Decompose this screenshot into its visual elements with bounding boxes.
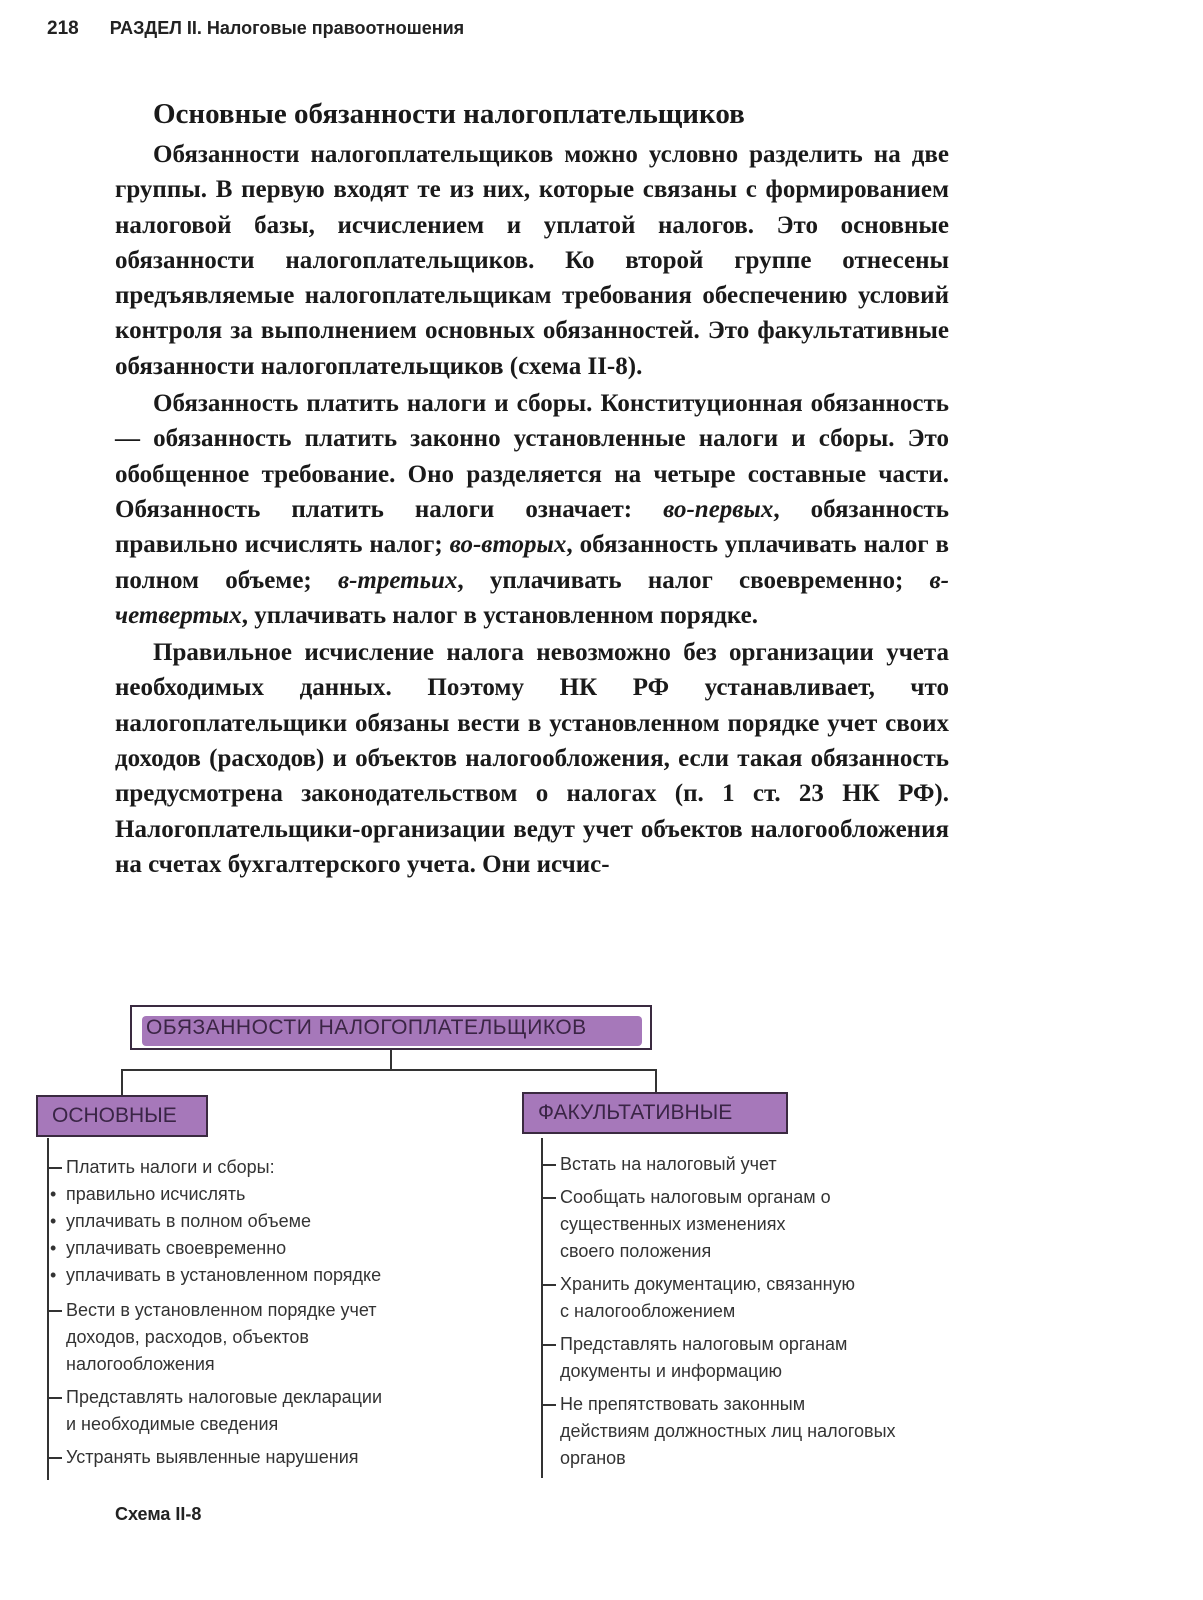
paragraph-2-text-b: , обязанность правильно исчислять налог; (115, 495, 949, 559)
connector-right-down (655, 1069, 657, 1093)
basic-duties-list (46, 1154, 476, 1477)
category-optional-label: ФАКУЛЬТАТИВНЫЕ (538, 1101, 733, 1124)
category-optional-box (522, 1092, 788, 1134)
paragraph-1: Обязанности налогоплательщиков можно условно разделить на две группы. В первую входят те из них, которые связаны с формированием налоговой базы, исчислением и уплатой налогов. Это основные обязанности налогоплательщиков. Ко второй группе отнесены предъявляемые налогоплательщикам требования обеспечению условий контроля за выполнением основных обязанностей. Это факультативные обязанности налогоплательщиков (схема II-8). (115, 141, 949, 380)
list-item: Вести в установленном порядке учет доходов, расходов, объектов налогообложения (46, 1297, 476, 1378)
page-number: 218 (47, 18, 79, 39)
list-item: Хранить документацию, связанную с налогообложением (540, 1271, 960, 1325)
diagram-root-box (130, 1005, 652, 1050)
list-subitem: • уплачивать в полном объеме (46, 1208, 476, 1235)
list-item: Не препятствовать законным действиям должностных лиц налоговых органов (540, 1391, 960, 1472)
section-title: Основные обязанности налогоплательщиков (153, 98, 745, 130)
paragraph-2-text-d: , уплачивать налог своевременно; (457, 566, 930, 594)
diagram-root-label: ОБЯЗАННОСТИ НАЛОГОПЛАТЕЛЬЩИКОВ (146, 1015, 587, 1039)
optional-duties-list (540, 1151, 960, 1478)
list-subitem: • правильно исчислять (46, 1181, 476, 1208)
connector-horizontal (121, 1069, 657, 1071)
paragraph-2-text-e: , уплачивать налог в установленном порядке. (241, 601, 759, 629)
scheme-caption: Схема II-8 (115, 1504, 202, 1524)
list-item: Представлять налоговым органам документы и информацию (540, 1331, 960, 1385)
emph-second: во-вторых (449, 531, 567, 559)
emph-third: в-третьих (337, 566, 458, 594)
paragraph-3: Правильное исчисление налога невозможно без организации учета необходимых данных. Поэтому НК РФ устанавливает, что налогоплательщики обязаны вести в установленном порядке учет своих доходов (расходов) и объектов налогообложения, если такая обязанность предусмотрена законодательством о налогах (п. 1 ст. 23 НК РФ). Налогоплательщики-организации ведут учет объектов налогообложения на счетах бухгалтерского учета. Они исчис- (115, 639, 949, 878)
connector-root-down (390, 1050, 392, 1070)
list-item: Представлять налоговые декларации и необходимые сведения (46, 1384, 476, 1438)
paragraph-2-text-c: , обязанность уплачивать налог в полном объеме; (115, 531, 949, 594)
list-item: Платить налоги и сборы: (46, 1154, 476, 1181)
list-item: Встать на налоговый учет (540, 1151, 960, 1178)
running-title: РАЗДЕЛ II. Налоговые правоотношения (109, 18, 465, 38)
emph-first: во-первых (663, 495, 774, 523)
paragraph-2-lead: Обязанность платить налоги и сборы. (153, 390, 593, 418)
paragraph-2-text-a: Конституционная обязанность — обязанность платить законно установленные налоги и сборы. Это обобщенное требование. Оно разделяется на четыре составные части. Обязанность платить налоги означает: (115, 390, 950, 523)
list-item: Сообщать налоговым органам о существенных изменениях своего положения (540, 1184, 960, 1265)
connector-left-down (121, 1069, 123, 1096)
list-item: Устранять выявленные нарушения (46, 1444, 476, 1471)
list-subitem: • уплачивать в установленном порядке (46, 1262, 476, 1289)
category-basic-box (36, 1095, 208, 1137)
list-subitem: • уплачивать своевременно (46, 1235, 476, 1262)
category-basic-label: ОСНОВНЫЕ (52, 1104, 177, 1127)
emph-fourth: в-четвертых (115, 566, 949, 629)
